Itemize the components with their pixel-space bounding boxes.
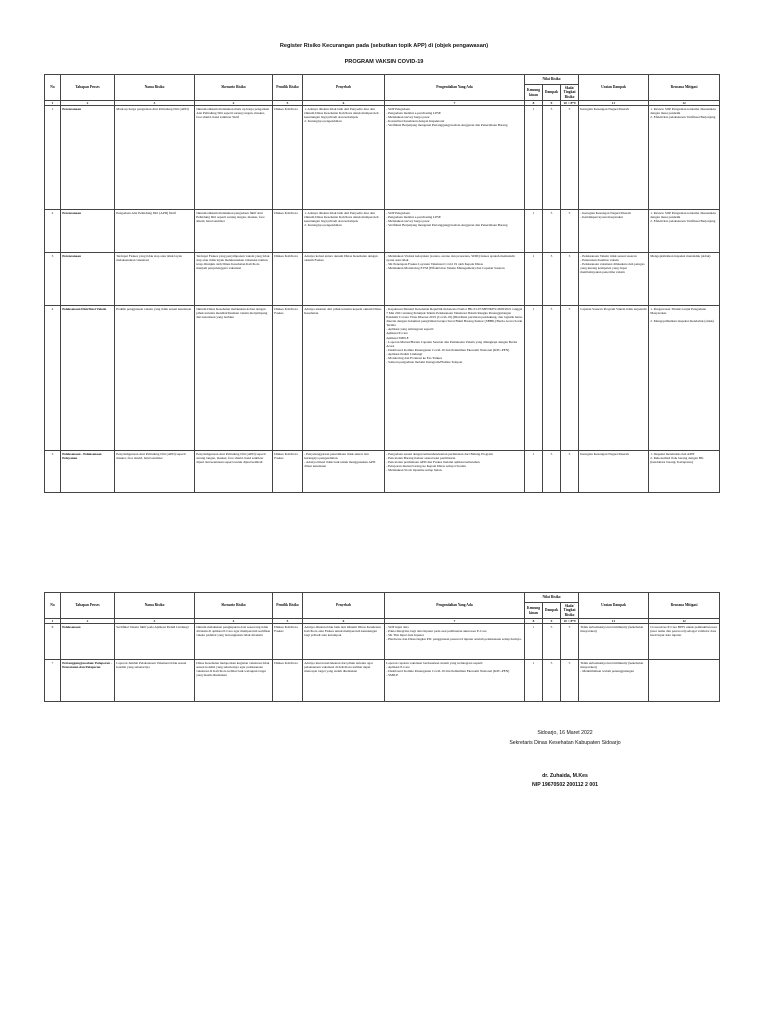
header-nama: Nama Risiko [115, 75, 195, 101]
header-uraian: Uraian Dampak [579, 593, 649, 619]
header-tahapan: Tahapan Proses [61, 75, 115, 101]
row-tahapan: Pelaksanaan - Pelaksanaan Pelayanan [61, 451, 115, 493]
column-number: 5 [273, 619, 303, 624]
row-nama: Praktik penggunaan vaksin yang tidak sesuai ketentuan [115, 306, 195, 451]
row-penyebab: Adanya kolusi antara oknum Dinas Kesehatan dengan oknum Faskes [303, 253, 385, 306]
row-number: 1 [45, 106, 61, 210]
header-kemungkinan: Kemungkinan [525, 85, 543, 101]
header-kemungkinan: Kemungkinan [525, 603, 543, 619]
row-uraian: - Kerugian Keuangan Negara/Daerah - Ketidakpercayaan masyarakat [579, 210, 649, 253]
column-number: 4 [195, 619, 273, 624]
row-dampak: 5 [543, 106, 561, 210]
row-kemungkinan: 1 [525, 253, 543, 306]
row-number: 4 [45, 306, 61, 451]
row-uraian: - Pelaksanaan Vaksin tidak sesuai sasaran - Penurunan Kualitas vaksin - Pelaksanaan vaksinasi dilakukan oleh petugas yang kurang kompeten yang dapat membahayakan penerima vaksin [579, 253, 649, 306]
row-skala: 5 [561, 106, 579, 210]
header-skenario: Skenario Risiko [195, 593, 273, 619]
row-kemungkinan: 1 [525, 210, 543, 253]
row-skala: 3 [561, 253, 579, 306]
column-number: 8 [525, 619, 543, 624]
column-number: 9 [543, 101, 561, 106]
column-number: 7 [385, 619, 525, 624]
row-uraian: Kerugian Keuangan Negara/Daerah [579, 106, 649, 210]
row-number: 5 [45, 451, 61, 493]
row-nama: Terdapat Faskes yang tidak siap atau tidak layak melaksanakan vaksinasi [115, 253, 195, 306]
risk-register-table-page2 [44, 592, 720, 702]
row-mitigasi: 1. Review SOP Pengadaan terutama disesuaikan dengan masa pandemi 2. Efektivitas pelaksanaan Verifikasi Berjenjang [649, 210, 720, 253]
table-row [45, 624, 720, 660]
row-nama: Mark up harga pengadaan Alat Pelindung Diri (APD) [115, 106, 195, 210]
row-dampak: 5 [543, 624, 561, 660]
header-pengendalian: Pengendalian Yang Ada [385, 593, 525, 619]
column-number: 1 [45, 101, 61, 106]
header-uraian: Uraian Dampak [579, 75, 649, 101]
row-uraian: Capaian Sasaran Program Vaksin tidak terpenuhi [579, 306, 649, 451]
header-skala: Skala/ Tingkat Risiko [561, 85, 579, 101]
row-skala: 5 [561, 660, 579, 702]
column-number: 6 [303, 619, 385, 624]
row-mitigasi [649, 660, 720, 702]
row-nama: Pengadaan Alat Pelindung Diri (APD) fiktif [115, 210, 195, 253]
row-skenario: Oknum Dinas Kesehatan melakukan kolusi dengan pihak tertentu mendistribusikan vaksin menyimpang dari ketentuan yang berlaku [195, 306, 273, 451]
row-number: 6 [45, 624, 61, 660]
row-uraian: Tidak terbentuknya herd immunity (kekebalan masyarakat) [579, 624, 649, 660]
header-pengendalian: Pengendalian Yang Ada [385, 75, 525, 101]
header-dampak: Dampak [543, 603, 561, 619]
column-number: 3 [115, 101, 195, 106]
row-dampak: 5 [543, 660, 561, 702]
row-pemilik: Dinkes Kab/Kota Faskes [273, 624, 303, 660]
header-penyebab: Penyebab [303, 593, 385, 619]
row-nama: Sertifikat Vaksin fiktif pada Aplikasi Peduli Lindungi [115, 624, 195, 660]
row-nama: Penyalahgunaan Alat Pelindung Diri (APD) seperti masker, face shield, hand sanitizer [115, 451, 195, 493]
row-pengendalian: - Melakukan Visitasi kelayakan (sarana, sarana dan prasarana, SDM) faskes apakah memenuhi syarat atau tidak - SK Penetapan Faskes Layanan Vaksinasi Covid 19 oleh Kepala Dinas - Melakukan Monitoring EVM (Effektivitas Vaksin Management) dan Capaian Sasaran [385, 253, 525, 306]
header-skala: Skala/ Tingkat Risiko [561, 603, 579, 619]
row-skenario: Oknum-Oknum melakukan mark up harga pengadaan Alat Pelindung Diri seperti sarung tangan, masker, face shield, hand sanitizer Skrif [195, 106, 273, 210]
column-number: 11 [579, 101, 649, 106]
header-mitigasi: Rencana Mitigasi [649, 593, 720, 619]
table-row [45, 210, 720, 253]
row-pengendalian: - SOP Pengadaan - Pengadaan melalui e-purchasing LPSE - Melakukan survey harga pasar - Konsultasi Kesehatan dengan Inspektorat - Verifikasi Berjenjang mengenai Pertanggungjawaban Anggaran dan Penerimaan Barang [385, 106, 525, 210]
row-pengendalian: - Pengadaan sesuai dengan kebutuhan/usulan permintaan dari Bidang Program - Pencatatan Barang Keluar sesuai usul permintaan - Pencatatan permintaan APD dan Faskes melalui aplikasi kebutuhan - Pelaporan mutasi barang ke Kepala Dinas setiap triwulan - Melakukan Stock Opname setiap bulan. [385, 451, 525, 493]
column-number: 2 [61, 101, 115, 106]
header-dampak: Dampak [543, 85, 561, 101]
row-number: 2 [45, 210, 61, 253]
row-mitigasi: Crosscek ke P-Care BPJS untuk pembuktian user (user name dan password) sebagai validator data hasil input data inputer [649, 624, 720, 660]
row-skala: 5 [561, 210, 579, 253]
table-row [45, 660, 720, 702]
row-skala: 5 [561, 451, 579, 493]
table-row [45, 451, 720, 493]
row-kemungkinan: 1 [525, 306, 543, 451]
row-pengendalian: - SOP Pengadaan - Pengadaan melalui e-purchasing LPSE - Melakukan survey harga pasar - Verifikasi Berjenjang mengenai Pertanggungjawaban Anggaran dan Penerimaan Barang [385, 210, 525, 253]
row-penyebab: 1. Adanya ditekan tidak baik dari Penyedia Jasa dan Oknum Dinas Kesehatan Kab/Kota untuk memperoleh keuntungan bagi pribadi atau kelompok 2. Kurangnya pengendalian [303, 106, 385, 210]
header-nama: Nama Risiko [115, 593, 195, 619]
column-number: 8 [525, 101, 543, 106]
row-uraian: Tidak terbentuknya herd immunity (kekebalan masyarakat) - Menimbulkan wabah penanggulangan [579, 660, 649, 702]
row-skala: 5 [561, 624, 579, 660]
document-title: Register Risiko Kecurangan pada (sebutkan topik APP) di (objek pengawasan) [279, 43, 489, 49]
row-tahapan: Pelaksanaan Distribusi Vaksin [61, 306, 115, 451]
row-skala: 5 [561, 306, 579, 451]
row-dampak: 5 [543, 306, 561, 451]
column-number: 10 = 8*9 [561, 619, 579, 624]
row-pemilik: Dinkes Kab/Kota [273, 210, 303, 253]
row-dampak: 5 [543, 210, 561, 253]
row-skenario: Oknum melakukan penginputan data seseorang tidak divaksin di aplikasi P-Care agar memperoleh sertifikat vaksin padahal yang bersangkutan tidak divaksin [195, 624, 273, 660]
row-tahapan: Perencanaan [61, 106, 115, 210]
row-tahapan: Perencanaan [61, 210, 115, 253]
row-skenario: Penyalahgunaan Alat Pelindung Diri (APD) seperti sarung tangan, masker, face shield, hand sanitizer dijual dan ketentuan seperti untuk dijual kembali [195, 451, 273, 493]
row-penyebab: - Penyelenggaraan penerimaan tidak akurat dan kurangnya pengendalian. - Adanya itikad tidak baik untuk menggunakan APD diluar ketentuan [303, 451, 385, 493]
column-number: 12 [649, 101, 720, 106]
column-number: 9 [543, 619, 561, 624]
table-row [45, 106, 720, 210]
row-number: 7 [45, 660, 61, 702]
signature-nip: NIP 19670502 200112 2 001 [532, 782, 598, 788]
row-mitigasi: 1. Review SOP Pengadaan terutama disesuaikan dengan masa pandemi 2. Efektivitas pelaksanaan Verifikasi Berjenjang [649, 106, 720, 210]
row-penyebab: Adanya ditekan tidak baik dari Oknum Dinas Kesehatan Kab/Kota atau Faskes untuk memperoleh keuntungan bagi pribadi atau kelompok [303, 624, 385, 660]
row-pemilik: Dinkes Kab/Kota [273, 253, 303, 306]
table-row [45, 253, 720, 306]
column-number: 7 [385, 101, 525, 106]
row-skenario: Terdapat Faskes yang penyimpanan vaksin yang tidak siap atau tidak layak melaksanakan vaksinasi namun tetap ditunjuk oleh Dinas Kesehatan Kab/Kota menjadi penyelenggara vaksinasi [195, 253, 273, 306]
row-pemilik: Dinkes Kab/Kota [273, 660, 303, 702]
row-pengendalian: Laporan capaian vaksinasi berdasarkan sistem yang terintegrasi seperti: - Aplikasi P-Care - Dashboard Komite Penanganan Covid-19 dan Pemulihan Ekonomi Nasional (KPC-PEN) - SMILE [385, 660, 525, 702]
header-penyebab: Penyebab [303, 75, 385, 101]
row-tahapan: Pertanggungjawaban/ Pelaporan - Pencatatan dan Pelaporan [61, 660, 115, 702]
row-kemungkinan: 1 [525, 451, 543, 493]
row-kemungkinan: 1 [525, 660, 543, 702]
header-mitigasi: Rencana Mitigasi [649, 75, 720, 101]
row-mitigasi: 1. Inspeksi mendadak oleh APIP 2. Rekonsiliasi fisik barang dengan BK (bendahara barang/ Kabupaten) [649, 451, 720, 493]
header-nilai: Nilai Risiko [525, 75, 579, 85]
signature-place-date: Sidoarjo, 16 Maret 2022 [537, 730, 593, 736]
header-nilai: Nilai Risiko [525, 593, 579, 603]
column-number: 2 [61, 619, 115, 624]
column-number: 6 [303, 101, 385, 106]
signature-name: dr. Zuhaida, M.Kes [542, 773, 588, 779]
header-no: No [45, 593, 61, 619]
row-tahapan: Pelaksanaan [61, 624, 115, 660]
column-number: 3 [115, 619, 195, 624]
row-penyebab: 1. Adanya ditekan tidak baik dari Penyedia Jasa dan Oknum Dinas Kesehatan Kab/Kota untuk memperoleh keuntungan bagi pribadi atau kelompok 2. Kurangnya pengendalian [303, 210, 385, 253]
row-mitigasi: Mengoptimalkan inspeksi mendadak (sidak) [649, 253, 720, 306]
row-dampak: 5 [543, 451, 561, 493]
document-subtitle: PROGRAM VAKSIN COVID-19 [344, 59, 424, 65]
risk-register-table-page1 [44, 74, 720, 493]
table-row [45, 306, 720, 451]
row-dampak: 3 [543, 253, 561, 306]
row-nama: Laporan Jumlah Pelaksanaan Vaksinasi tidak sesuai kondisi yang sebenarnya [115, 660, 195, 702]
column-number: 5 [273, 101, 303, 106]
row-pemilik: Dinkes Kab/Kota [273, 106, 303, 210]
row-kemungkinan: 1 [525, 624, 543, 660]
row-pengendalian: - Keputusan Menteri Kesehatan Republik Indonesia Nomor HK.01.07/MENKES/4638/2021 tanggal 7 Mei 2021 tentang Petunjuk Teknis Pelaksanaan Vaksinasi Dalam Rangka Penanggulangan Pandemi Corona Virus Disease 2019 (Covid-19) (Distribusi peralatan pendukung, dan logistik harus disertai dengan dokumen pengiriman berupa Surat Bukti Barang Keluar (SBBK) Berita Acara Serah Terima - Aplikasi yang terintegrasi seperti: Aplikasi P-Care Aplikasi SMILE - Laporan Mutasi/Harian Capaian Sasaran dan Pemakaian Vaksin yang dilengkapi dengan Berita Acara - Dashboard Komite Penanganan Covid-19 dan Pemulihan Ekonomi Nasional (KPC-PEN) - Aplikasi Peduli Lindungi - Monitoring dan Evaluasi ke Fas Yankes - Saluran pengaduan melalui Instagram/Hotline Telepon [385, 306, 525, 451]
column-number: 1 [45, 619, 61, 624]
row-penyebab: Adanya intervensi/tekanan dari pihak tertentu agar pelaksanaan vaksinasi di Kab/Kota terlihat dapat mencapai target yang sudah ditentukan [303, 660, 385, 702]
header-no: No [45, 75, 61, 101]
row-kemungkinan: 1 [525, 106, 543, 210]
row-skenario: Oknum-Oknum melakukan pengadaan fiktif Alat Pelindung Diri seperti sarung tangan, masker, face shield, hand sanitizer [195, 210, 273, 253]
header-skenario: Skenario Risiko [195, 75, 273, 101]
row-pemilik: Dinkes Kab/Kota Faskes [273, 306, 303, 451]
row-skenario: Dinas Kesehatan melaporkan kegiatan vaksinasi tidak sesuai kondisi yang sebenarnya agar pelaksanaan vaksinasi di Kab/Kota terlihat baik walaupun target yang masih ditentukan [195, 660, 273, 702]
row-mitigasi: 1. Pengawasan Tindak Lanjut Pengaduan Masyarakat. 2. Mengoptimalkan inspeksi mendadak (sidak) [649, 306, 720, 451]
header-pemilik: Pemilik Risiko [273, 75, 303, 101]
header-pemilik: Pemilik Risiko [273, 593, 303, 619]
column-number: 4 [195, 101, 273, 106]
row-tahapan: Perencanaan [61, 253, 115, 306]
column-number: 12 [649, 619, 720, 624]
header-tahapan: Tahapan Proses [61, 593, 115, 619]
column-number: 10 = 8*9 [561, 101, 579, 106]
row-penyebab: Adanya tekanan dari pihak tertentu kepada oknum Dinas Kesehatan [303, 306, 385, 451]
signature-position: Sekretaris Dinas Kesehatan Kabupaten Sidoarjo [509, 740, 621, 746]
row-uraian: Kerugian Keuangan Negara/Daerah [579, 451, 649, 493]
row-pengendalian: - SOP input data - Pakta Integritas bagi data Inputer pada saat pembuatan akun user P-Care - SK Tim Input data Inputer - Hardware dan Disas tingkat PIC penggunaan password inputer setelah pelaksanaan setiap harinya. [385, 624, 525, 660]
row-pemilik: Dinkes Kab/Kota Faskes [273, 451, 303, 493]
column-number: 11 [579, 619, 649, 624]
row-number: 3 [45, 253, 61, 306]
